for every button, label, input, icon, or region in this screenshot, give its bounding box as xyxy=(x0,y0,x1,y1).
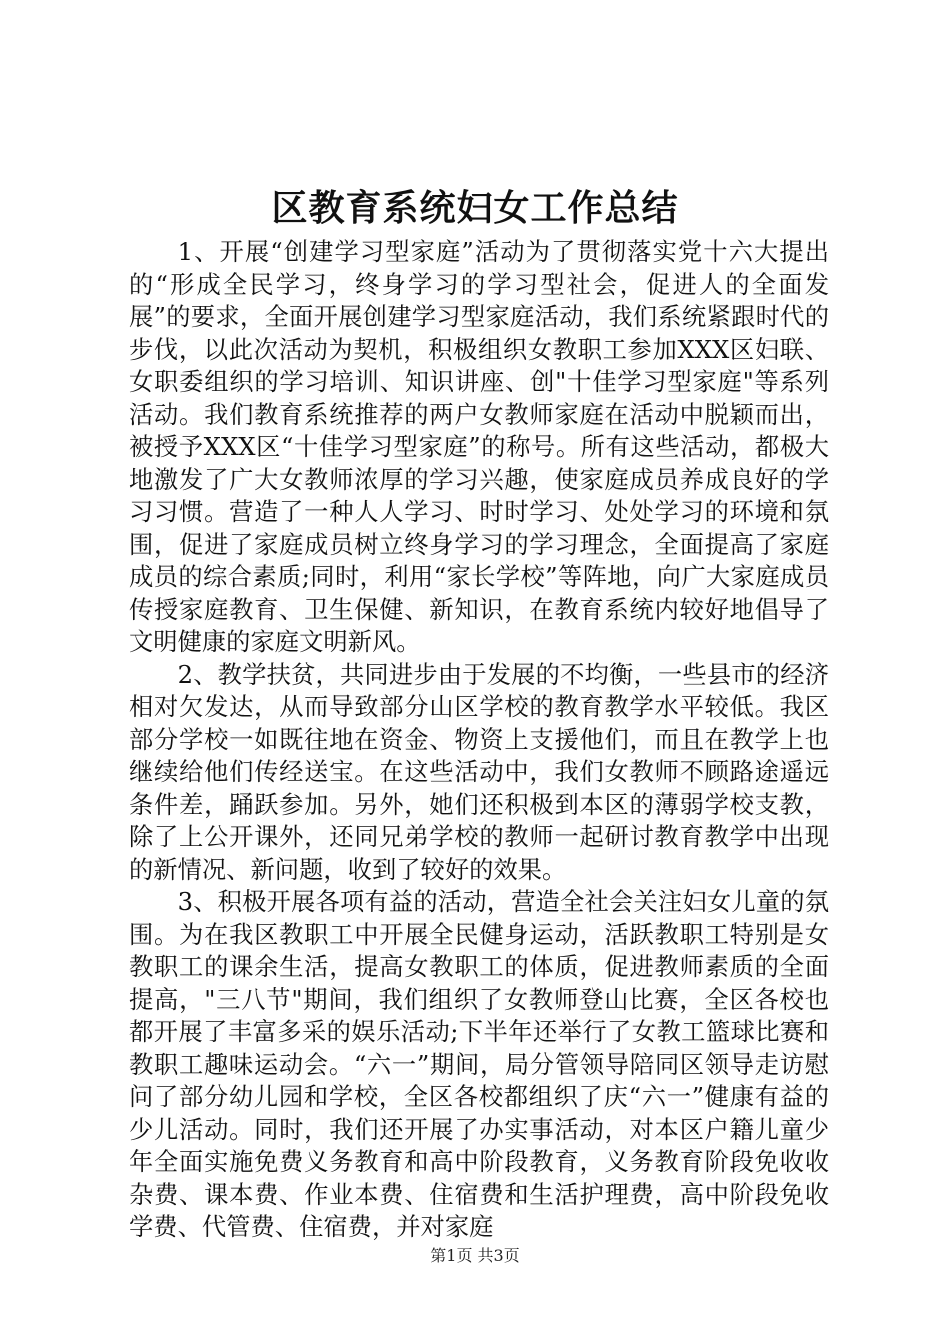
document-title: 区教育系统妇女工作总结 xyxy=(271,187,679,229)
paragraph-2: 2、教学扶贫，共同进步由于发展的不均衡，一些县市的经济相对欠发达，从而导致部分山区学校的教育教学水平较低。我区部分学校一如既往地在资金、物资上支援他们，而且在教学上也继续给他们传经送宝。在这些活动中，我们女教师不顾路途遥远条件差，踊跃参加。另外，她们还积极到本区的薄弱学校支教，除了上公开课外，还同兄弟学校的教师一起研讨教育教学中出现的新情况、新问题，收到了较好的效果。 xyxy=(129,659,829,884)
paragraph-1: 1、开展“创建学习型家庭”活动为了贯彻落实党十六大提出的“形成全民学习，终身学习的学习型社会，促进人的全面发展”的要求，全面开展创建学习型家庭活动，我们系统紧跟时代的步伐，以此次活动为契机，积极组织女教职工参加XXX区妇联、女职委组织的学习培训、知识讲座、创"十佳学习型家庭"等系列活动。我们教育系统推荐的两户女教师家庭在活动中脱颖而出，被授予XXX区“十佳学习型家庭”的称号。所有这些活动，都极大地激发了广大女教师浓厚的学习兴趣，使家庭成员养成良好的学习习惯。营造了一种人人学习、时时学习、处处学习的环境和氛围，促进了家庭成员树立终身学习的学习理念，全面提高了家庭成员的综合素质;同时，利用“家长学校”等阵地，向广大家庭成员传授家庭教育、卫生保健、新知识，在教育系统内较好地倡导了文明健康的家庭文明新风。 xyxy=(129,237,829,656)
document-body xyxy=(129,236,829,1244)
paragraph-3: 3、积极开展各项有益的活动，营造全社会关注妇女儿童的氛围。为在我区教职工中开展全民健身运动，活跃教职工特别是女教职工的课余生活，提高女教职工的体质，促进教师素质的全面提高，"三八节"期间，我们组织了女教师登山比赛，全区各校也都开展了丰富多采的娱乐活动;下半年还举行了女教工篮球比赛和教职工趣味运动会。“六一”期间，局分管领导陪同区领导走访慰问了部分幼儿园和学校，全区各校都组织了庆“六一”健康有益的少儿活动。同时，我们还开展了办实事活动，对本区户籍儿童少年全面实施免费义务教育和高中阶段教育，义务教育阶段免收收杂费、课本费、作业本费、住宿费和生活护理费，高中阶段免收学费、代管费、住宿费，并对家庭 xyxy=(129,887,829,1241)
page-footer: 第1页 共3页 xyxy=(430,1246,520,1265)
